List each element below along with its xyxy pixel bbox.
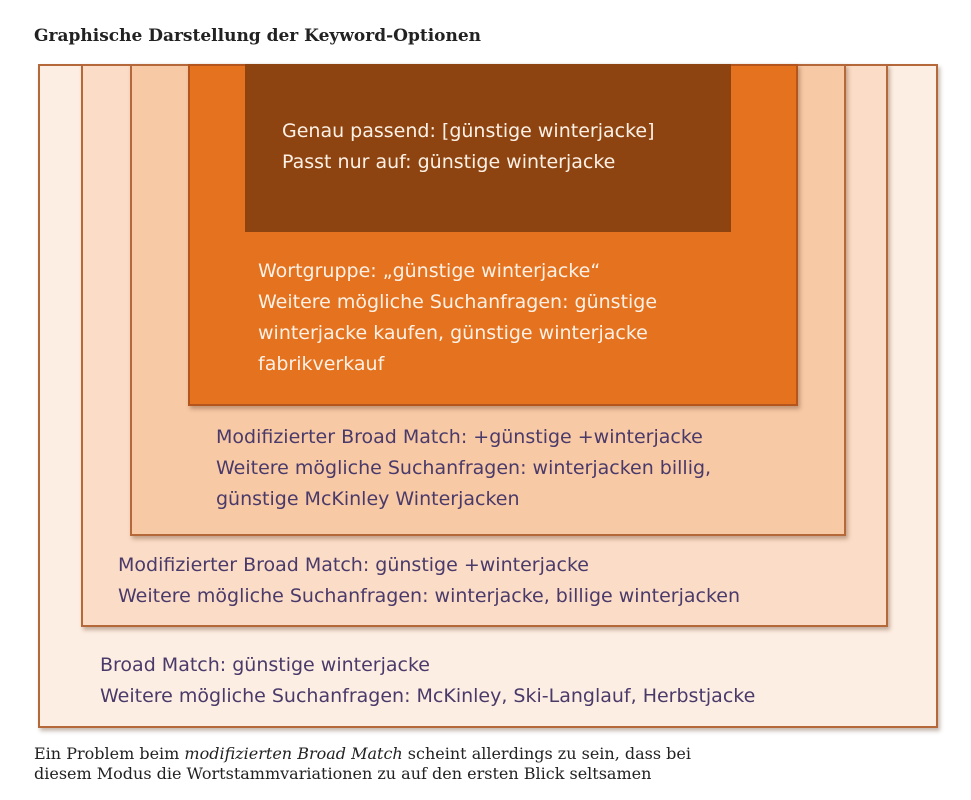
- modified-broad-single-line-1: Modifizierter Broad Match: günstige +winterjacke: [118, 554, 589, 576]
- exact-match-line-1: Genau passend: [günstige winterjacke]: [282, 120, 655, 142]
- body-paragraph-line-2: diesem Modus die Wortstammvariationen zu auf den ersten Blick seltsamen: [34, 764, 652, 783]
- modified-broad-both-text: [216, 422, 711, 515]
- body-paragraph-line-1: [34, 744, 934, 764]
- phrase-match-line-4: fabrikverkauf: [258, 353, 385, 375]
- modified-broad-single-line-2: Weitere mögliche Suchanfragen: winterjacke, billige winterjacken: [118, 585, 740, 607]
- modified-broad-both-line-1: Modifizierter Broad Match: +günstige +winterjacke: [216, 426, 703, 448]
- broad-match-line-2: Weitere mögliche Suchanfragen: McKinley, Ski-Langlauf, Herbstjacke: [100, 685, 756, 707]
- modified-broad-single-text: [118, 550, 740, 612]
- exact-match-text: [282, 116, 655, 178]
- phrase-match-text: [258, 256, 657, 380]
- body-paragraph: [34, 744, 934, 784]
- paragraph-text-after: scheint allerdings zu sein, dass bei: [402, 744, 691, 763]
- broad-match-line-1: Broad Match: günstige winterjacke: [100, 654, 430, 676]
- phrase-match-line-2: Weitere mögliche Suchanfragen: günstige: [258, 291, 658, 313]
- diagram-heading: Graphische Darstellung der Keyword-Optionen: [34, 26, 482, 46]
- phrase-match-line-1: Wortgruppe: „günstige winterjacke“: [258, 260, 601, 282]
- phrase-match-line-3: winterjacke kaufen, günstige winterjacke: [258, 322, 648, 344]
- broad-match-text: [100, 650, 755, 712]
- paragraph-emphasis: modifizierten Broad Match: [184, 744, 403, 763]
- modified-broad-both-line-2: Weitere mögliche Suchanfragen: winterjacken billig,: [216, 457, 712, 479]
- paragraph-text-before: Ein Problem beim: [34, 744, 185, 763]
- exact-match-line-2: Passt nur auf: günstige winterjacke: [282, 151, 616, 173]
- modified-broad-both-line-3: günstige McKinley Winterjacken: [216, 488, 520, 510]
